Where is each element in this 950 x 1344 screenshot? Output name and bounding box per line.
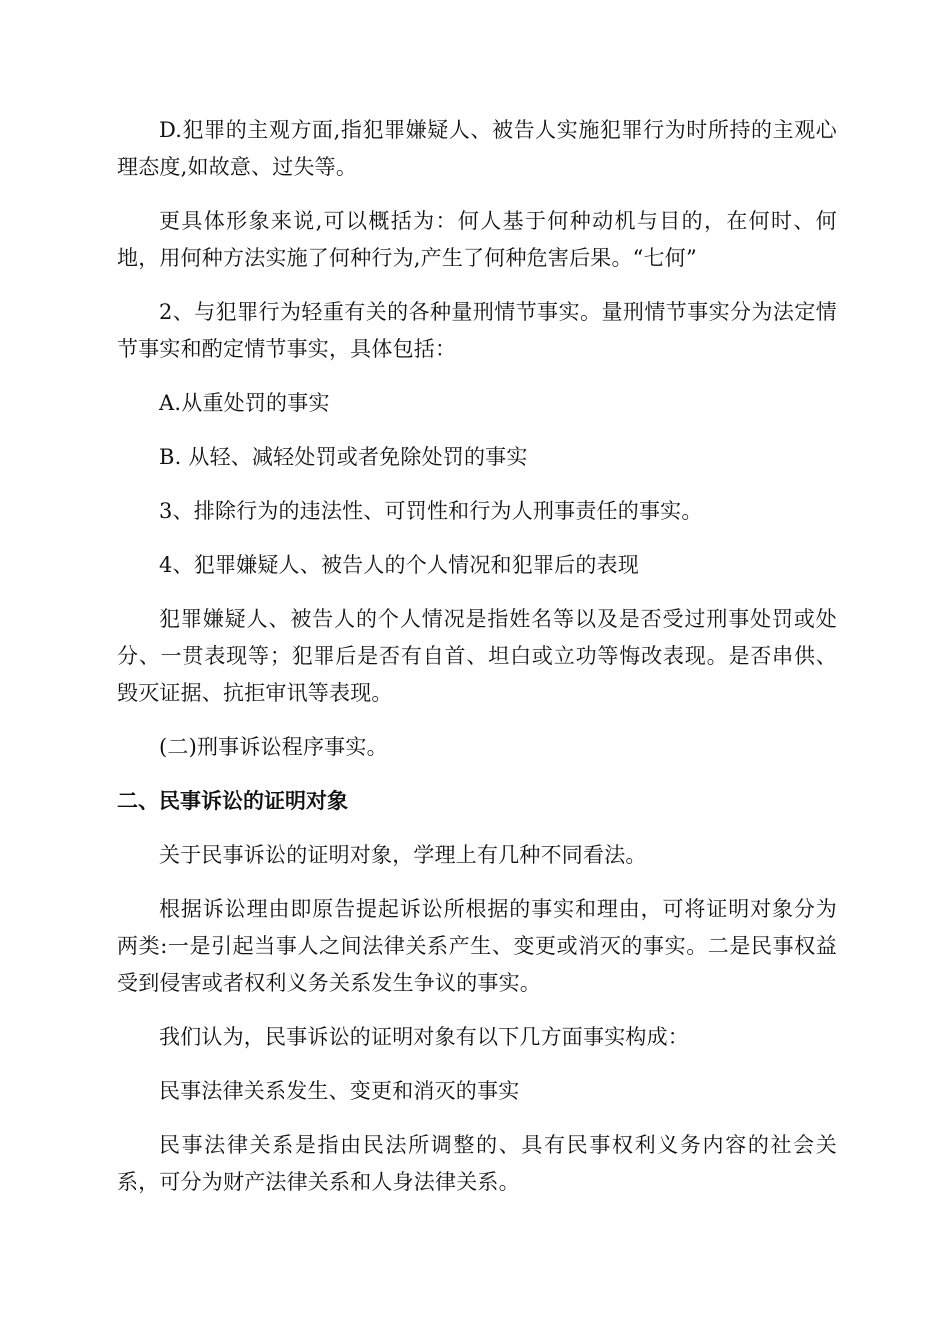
section-heading-civil-proof: 二、民事诉讼的证明对象 (117, 789, 348, 813)
paragraph-subjective-aspect: D.犯罪的主观方面,指犯罪嫌疑人、被告人实施犯罪行为时所持的主观心理态度,如故意、过失等。 (117, 118, 837, 179)
paragraph-procedural-facts: (二)刑事诉讼程序事实。 (159, 735, 388, 759)
paragraph-civil-relation-definition: 民事法律关系是指由民法所调整的、具有民事权利义务内容的社会关系，可分为财产法律关系和人身法律关系。 (117, 1133, 837, 1194)
paragraph-item-3: 3、排除行为的违法性、可罚性和行为人刑事责任的事实。 (159, 499, 703, 523)
paragraph-personal-situation: 犯罪嫌疑人、被告人的个人情况是指姓名等以及是否受过刑事处罚或处分、一贯表现等；犯罪后是否有自首、坦白或立功等悔改表现。是否串供、毁灭证据、抗拒审讯等表现。 (117, 607, 837, 705)
paragraph-sentencing-facts: 2、与犯罪行为轻重有关的各种量刑情节事实。量刑情节事实分为法定情节事实和酌定情节事实，具体包括： (117, 300, 837, 361)
paragraph-our-view: 我们认为，民事诉讼的证明对象有以下几方面事实构成： (159, 1025, 689, 1049)
paragraph-two-categories: 根据诉讼理由即原告提起诉讼所根据的事实和理由，可将证明对象分为两类:一是引起当事人之间法律关系产生、变更或消灭的事实。二是民事权益受到侵害或者权利义务关系发生争议的事实。 (117, 897, 837, 995)
paragraph-item-4: 4、犯罪嫌疑人、被告人的个人情况和犯罪后的表现 (159, 553, 639, 577)
paragraph-seven-questions: 更具体形象来说,可以概括为：何人基于何种动机与目的，在何时、何地，用何种方法实施了何种行为,产生了何种危害后果。“七何” (117, 209, 837, 270)
paragraph-civil-relation-facts: 民事法律关系发生、变更和消灭的事实 (159, 1079, 520, 1103)
list-item-b: B. 从轻、减轻处罚或者免除处罚的事实 (159, 445, 528, 469)
paragraph-different-views: 关于民事诉讼的证明对象，学理上有几种不同看法。 (159, 843, 647, 867)
document-page (117, 112, 837, 1218)
list-item-a: A.从重处罚的事实 (159, 391, 330, 415)
